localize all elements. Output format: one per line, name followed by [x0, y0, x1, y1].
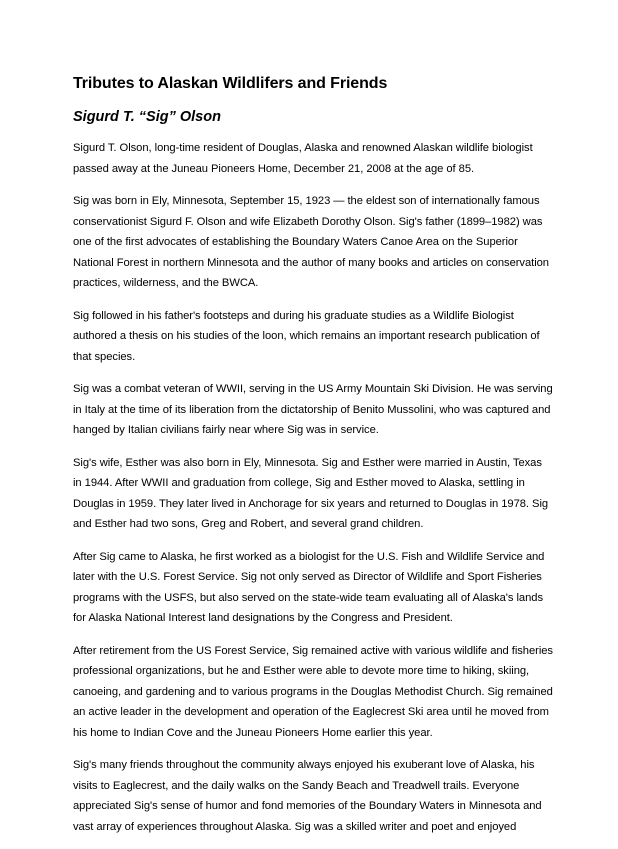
document-page — [73, 74, 553, 849]
paragraph-5: Sig's wife, Esther was also born in Ely, Minnesota. Sig and Esther were married in Austin, Texas in 1944. After WWII and graduation from college, Sig and Esther moved to Alaska, settling in Douglas in 1959. They later lived in Anchorage for six years and returned to Douglas in 1978. Sig and Esther had two sons, Greg and Robert, and several grand children. — [73, 456, 549, 530]
tribute-body — [73, 138, 553, 837]
paragraph-2: Sig was born in Ely, Minnesota, September 15, 1923 — the eldest son of internationally famous conservationist Sigurd F. Olson and wife Elizabeth Dorothy Olson. Sig's father (1899–1982) was one of the first advocates of establishing the Boundary Waters Canoe Area on the Superior National Forest in northern Minnesota and the author of many books and articles on conservation practices, wilderness, and the BWCA. — [73, 195, 549, 289]
paragraph-3: Sig followed in his father's footsteps and during his graduate studies as a Wildlife Biologist authored a thesis on his studies of the loon, which remains an important research publication of that species. — [73, 309, 540, 363]
paragraph-4: Sig was a combat veteran of WWII, serving in the US Army Mountain Ski Division. He was serving in Italy at the time of its liberation from the dictatorship of Benito Mussolini, who was captured and hanged by Italian civilians fairly near where Sig was in service. — [73, 383, 553, 436]
document-title: Tributes to Alaskan Wildlifers and Friends — [73, 75, 388, 92]
tribute-heading: Sigurd T. “Sig” Olson — [73, 109, 221, 125]
paragraph-7: After retirement from the US Forest Service, Sig remained active with various wildlife and fisheries professional organizations, but he and Esther were able to devote more time to hiking, skiing, canoeing, and gardening and to various programs in the Douglas Methodist Church. Sig remained an active leader in the development and operation of the Eaglecrest Ski area until he moved from his home to Indian Cove and the Juneau Pioneers Home earlier this year. — [73, 644, 553, 739]
paragraph-1: Sigurd T. Olson, long-time resident of Douglas, Alaska and renowned Alaskan wildlife biologist passed away at the Juneau Pioneers Home, December 21, 2008 at the age of 85. — [73, 142, 533, 175]
paragraph-8: Sig's many friends throughout the community always enjoyed his exuberant love of Alaska, his visits to Eaglecrest, and the daily walks on the Sandy Beach and Treadwell trails. Everyone appreciated Sig's sense of humor and fond memories of the Boundary Waters in Minnesota and vast array of experiences throughout Alaska. Sig was a skilled writer and poet and enjoyed — [73, 759, 542, 833]
paragraph-6: After Sig came to Alaska, he first worked as a biologist for the U.S. Fish and Wildlife Service and later with the U.S. Forest Service. Sig not only served as Director of Wildlife and Sport Fisheries programs with the USFS, but also served on the state-wide team evaluating all of Alaska's lands for Alaska National Interest land designations by the Congress and President. — [73, 550, 545, 624]
